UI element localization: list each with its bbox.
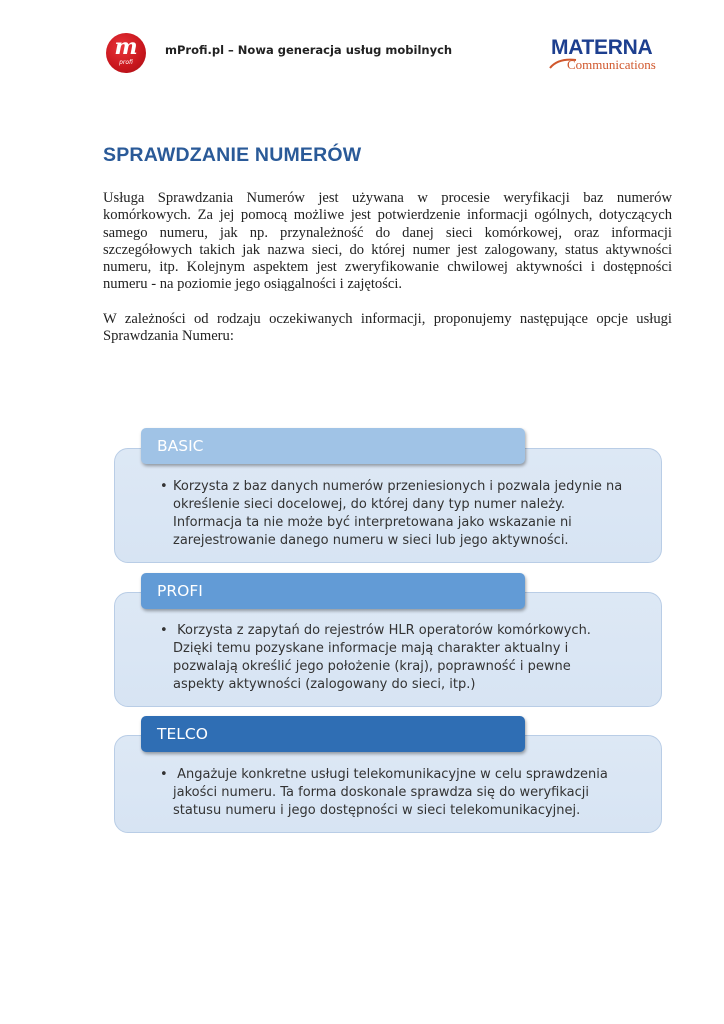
description-line: Dzięki temu pozyskane informacje mają charakter aktualny i <box>173 641 569 656</box>
materna-logo-sub: Communications <box>567 57 656 72</box>
materna-logo-name: MATERNA <box>551 36 653 59</box>
mprofi-logo-sub: profi <box>119 59 133 66</box>
description-line: pozwalają określić jego położenie (kraj), poprawność i pewne <box>173 659 571 674</box>
description-line: aspekty aktywności (zalogowany do sieci, itp.) <box>173 677 476 692</box>
bullet-icon: • <box>160 479 168 494</box>
description-line: Korzysta z baz danych numerów przeniesionych i pozwala jedynie na <box>173 479 623 494</box>
mprofi-logo-letter: m <box>114 34 138 60</box>
option-description-profi <box>160 622 630 694</box>
bullet-icon: • <box>160 623 168 638</box>
option-description-basic <box>160 478 630 550</box>
intro-paragraph: Usługa Sprawdzania Numerów jest używana w procesie weryfikacji baz numerów komórkowych. Za jej pomocą możliwe jest potwierdzenie informacji ogólnych, dotyczących samego numeru, jak np. przynależność do danej sieci komórkowej, oraz informacji szczegółowych takich jak nazwa sieci, do której numer jest zalogowany, status aktywności numeru, itp. Kolejnym aspektem jest zweryfikowanie chwilowej aktywności i dostępności numeru - na poziomie jego osiągalności i zajętości. <box>103 190 672 293</box>
page-title: SPRAWDZANIE NUMERÓW <box>103 144 362 166</box>
options-intro-paragraph: W zależności od rodzaju oczekiwanych informacji, proponujemy następujące opcje usługi Sprawdzania Numeru: <box>103 311 672 345</box>
option-label-profi: PROFI <box>141 573 525 609</box>
option-label-basic: BASIC <box>141 428 525 464</box>
description-line: Korzysta z zapytań do rejestrów HLR operatorów komórkowych. <box>173 623 591 638</box>
description-line: statusu numeru i jego dostępności w sieci telekomunikacyjnej. <box>173 803 581 818</box>
option-description-telco <box>160 766 630 820</box>
description-line: zarejestrowanie danego numeru w sieci lub jego aktywności. <box>173 533 569 548</box>
description-line: Informacja ta nie może być interpretowana jako wskazanie ni <box>173 515 572 530</box>
description-line: jakości numeru. Ta forma doskonale sprawdza się do weryfikacji <box>173 785 589 800</box>
mprofi-logo <box>106 33 146 73</box>
materna-logo <box>548 36 668 76</box>
bullet-icon: • <box>160 767 168 782</box>
description-line: określenie sieci docelowej, do której dany typ numer należy. <box>173 497 566 512</box>
header-title: mProfi.pl – Nowa generacja usług mobilnych <box>165 43 453 57</box>
description-line: Angażuje konkretne usługi telekomunikacyjne w celu sprawdzenia <box>173 767 608 782</box>
option-label-telco: TELCO <box>141 716 525 752</box>
